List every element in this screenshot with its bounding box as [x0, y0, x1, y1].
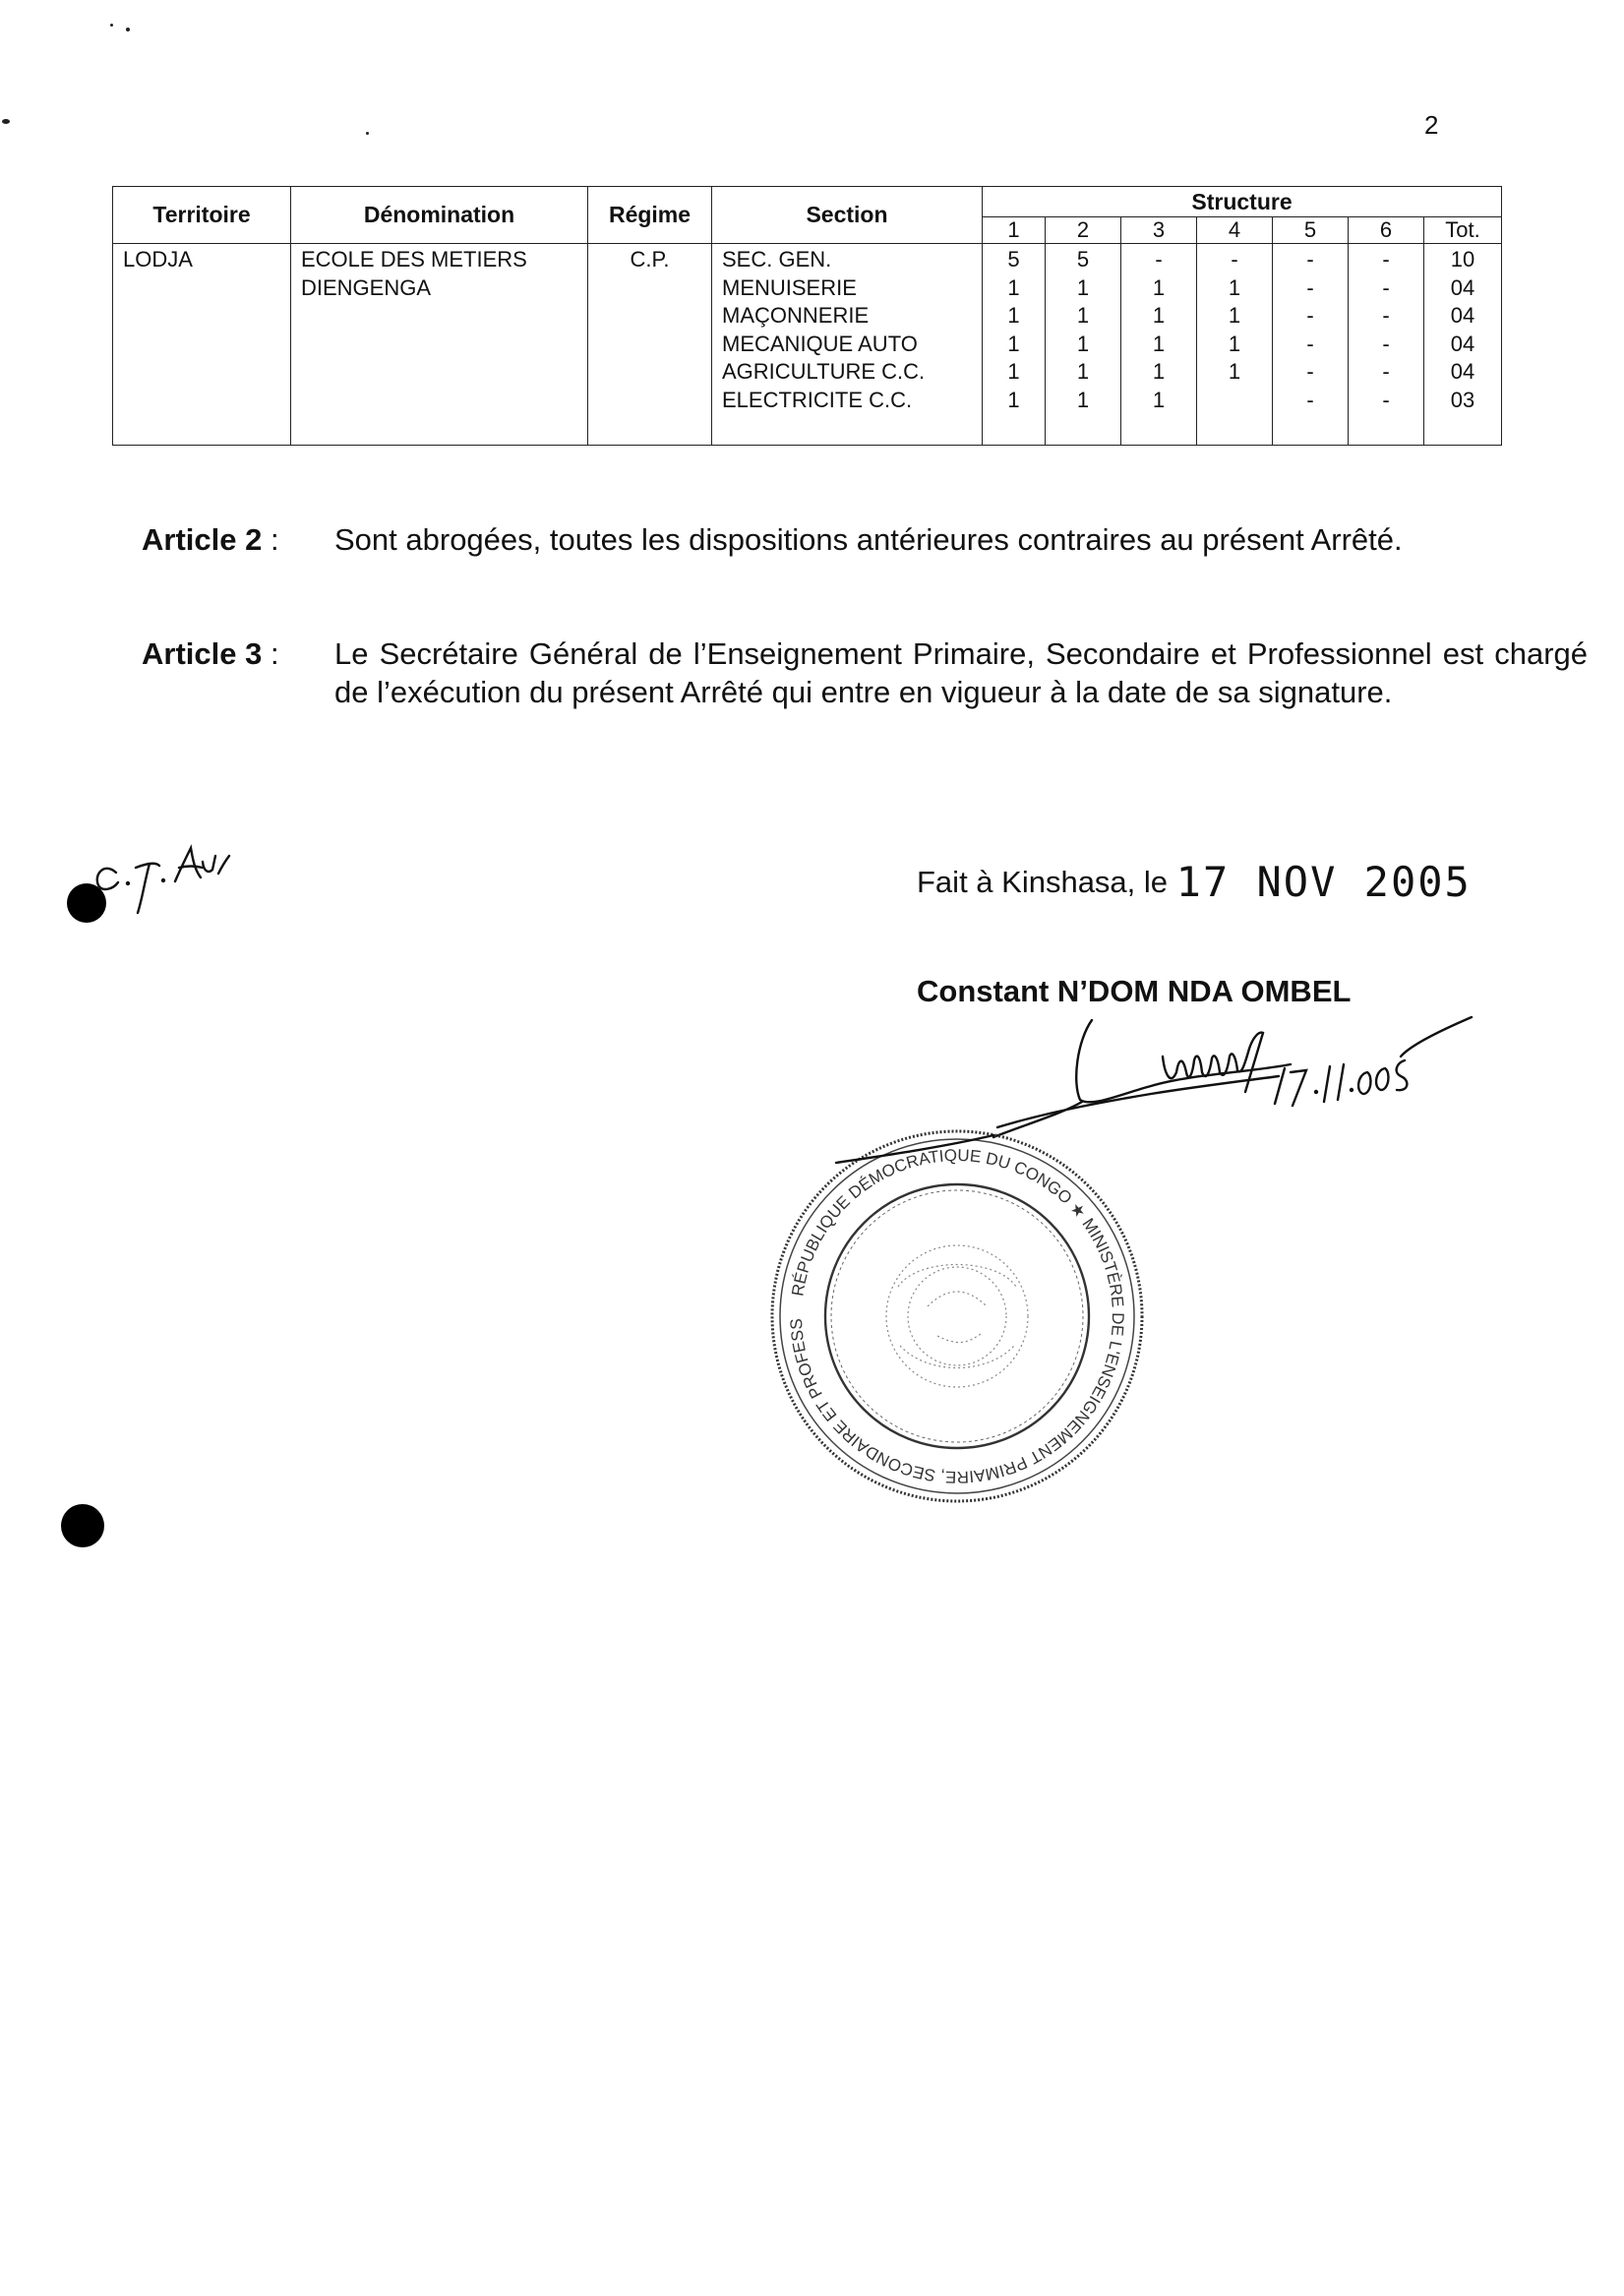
- structure-value: 1: [1152, 303, 1166, 328]
- margin-initials: [67, 848, 229, 923]
- page-number: 2: [1424, 110, 1439, 140]
- structure-value: 1: [1152, 331, 1166, 356]
- structure-value: 1: [1076, 303, 1090, 328]
- structure-value: 1: [1228, 331, 1241, 356]
- signature-scribble: [993, 1020, 1291, 1137]
- structure-value: -: [1382, 247, 1390, 272]
- structure-value: -: [1306, 303, 1314, 328]
- article-colon: :: [270, 522, 279, 557]
- structure-value: -: [1382, 387, 1390, 412]
- section-item: SEC. GEN.: [722, 247, 832, 272]
- structure-col-header: 3: [1121, 217, 1197, 244]
- article-text: Le Secrétaire Général de l’Enseignement Primaire, Secondaire et Professionnel est chargé de l’exécution du présent Arrêté qui entre en vigueur à la date de sa signature.: [334, 636, 1588, 709]
- section-item: MAÇONNERIE: [722, 303, 870, 328]
- official-seal: [772, 1131, 1142, 1501]
- structure-value: 1: [1152, 387, 1166, 412]
- article-label-text: Article 3: [142, 636, 263, 671]
- structure-col-header: 5: [1273, 217, 1349, 244]
- structure-value: 1: [1076, 331, 1090, 356]
- structure-col-header: 2: [1046, 217, 1121, 244]
- structure-value: 1: [1152, 274, 1166, 300]
- structure-value: 1: [1076, 359, 1090, 384]
- article-text: Sont abrogées, toutes les dispositions antérieures contraires au présent Arrêté.: [334, 522, 1403, 557]
- structure-col-header: 4: [1197, 217, 1273, 244]
- structure-col-header: 6: [1349, 217, 1424, 244]
- structure-value: -: [1382, 331, 1390, 356]
- date-stamp: 17 NOV 2005: [1175, 858, 1472, 906]
- structure-total: 04: [1450, 331, 1475, 356]
- header-denomination: Dénomination: [291, 187, 588, 244]
- structure-total: 04: [1450, 274, 1475, 300]
- structure-value: -: [1382, 274, 1390, 300]
- article-label-text: Article 2: [142, 522, 263, 557]
- structure-value: -: [1306, 359, 1314, 384]
- structure-value: 1: [1007, 387, 1020, 412]
- signer-name: Constant N’DOM NDA OMBEL: [917, 974, 1352, 1008]
- territoire-value: LODJA: [123, 247, 193, 272]
- structure-value: 1: [1007, 359, 1020, 384]
- header-territoire: Territoire: [113, 187, 291, 244]
- structure-col-header: 1: [983, 217, 1046, 244]
- structure-value: 1: [1152, 359, 1166, 384]
- section-item: MECANIQUE AUTO: [722, 331, 918, 356]
- structure-value: -: [1382, 303, 1390, 328]
- structure-value: 5: [1076, 247, 1090, 272]
- structure-value: 1: [1076, 274, 1090, 300]
- denomination-line: ECOLE DES METIERS: [301, 247, 527, 272]
- denomination-line: DIENGENGA: [301, 274, 432, 300]
- structure-value: 1: [1007, 303, 1020, 328]
- structure-value: -: [1155, 247, 1163, 272]
- article-colon: :: [270, 636, 279, 671]
- structure-total: 04: [1450, 359, 1475, 384]
- structure-total: 10: [1450, 247, 1475, 272]
- place-text: Fait à Kinshasa, le: [917, 865, 1169, 899]
- section-item: ELECTRICITE C.C.: [722, 387, 913, 412]
- structure-value: 1: [1228, 359, 1241, 384]
- handwritten-date: [1275, 1017, 1472, 1106]
- header-structure: Structure: [983, 187, 1502, 217]
- structure-value: -: [1382, 359, 1390, 384]
- structure-value: 1: [1076, 387, 1090, 412]
- structure-value: -: [1306, 387, 1314, 412]
- structure-value: -: [1306, 331, 1314, 356]
- structure-value: 1: [1228, 274, 1241, 300]
- structure-total: 04: [1450, 303, 1475, 328]
- seal-emblem: [886, 1245, 1028, 1387]
- structure-value: 5: [1007, 247, 1020, 272]
- punch-hole-dot: [61, 1504, 104, 1547]
- regime-value: C.P.: [630, 247, 670, 272]
- structure-value: -: [1306, 274, 1314, 300]
- section-item: AGRICULTURE C.C.: [722, 359, 926, 384]
- structure-col-header: Tot.: [1424, 217, 1502, 244]
- structure-total: 03: [1450, 387, 1475, 412]
- header-section: Section: [712, 187, 983, 244]
- structure-value: 1: [1228, 303, 1241, 328]
- structure-value: -: [1306, 247, 1314, 272]
- structure-value: 1: [1007, 274, 1020, 300]
- section-item: MENUISERIE: [722, 274, 857, 300]
- header-regime: Régime: [588, 187, 712, 244]
- structure-value: -: [1231, 247, 1238, 272]
- structure-value: 1: [1007, 331, 1020, 356]
- seal-text: RÉPUBLIQUE DÉMOCRATIQUE DU CONGO ★ MINISTÈRE DE L'ENSEIGNEMENT PRIMAIRE, SECONDAIRE ET PROFESSIONNEL: [786, 1145, 1128, 1487]
- punch-hole-dot: [67, 883, 106, 923]
